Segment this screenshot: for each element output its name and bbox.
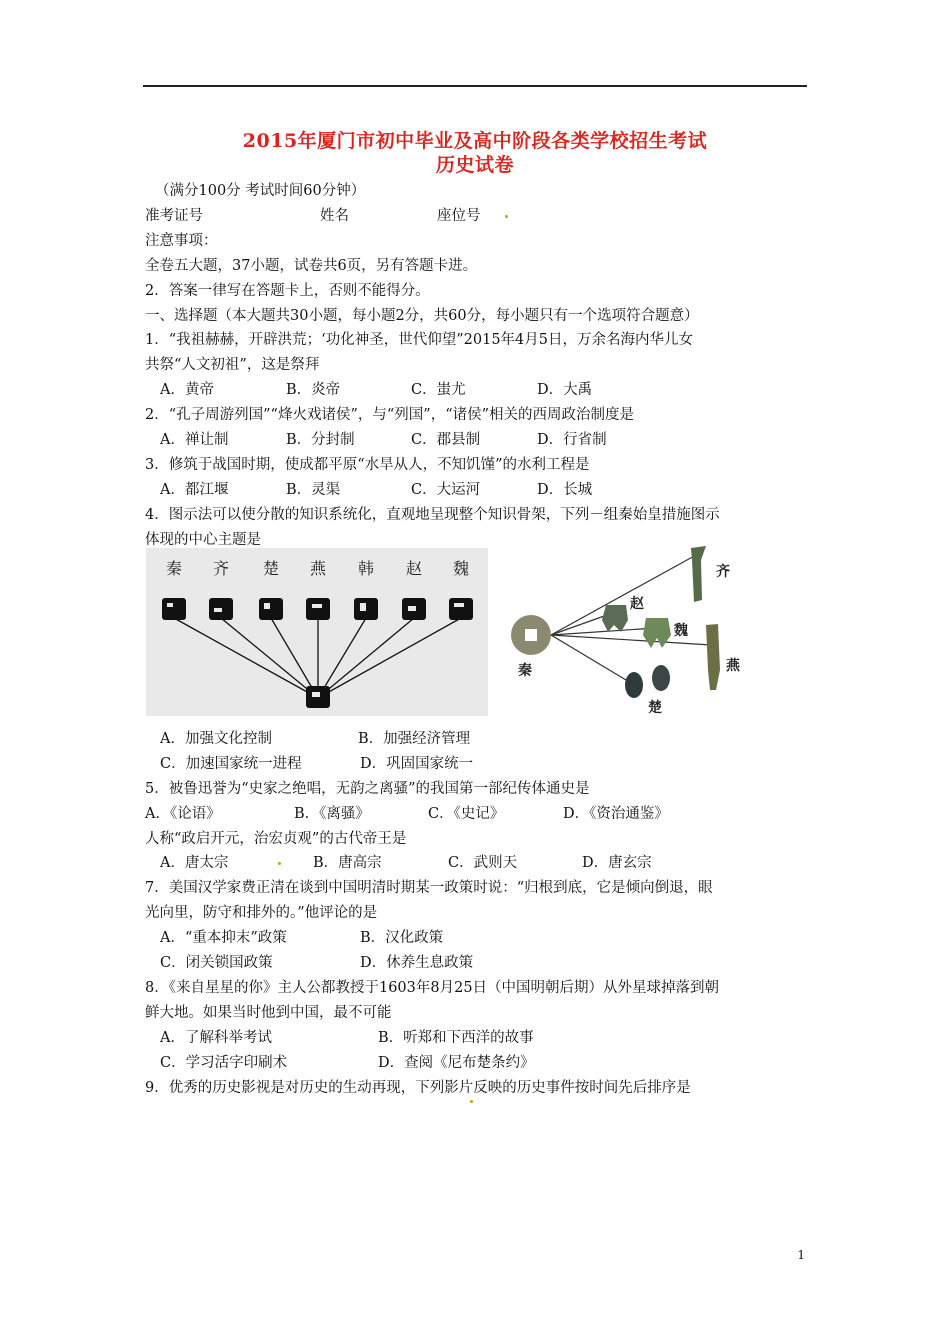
q2-option-b: B．分封制 (286, 432, 355, 448)
state-label-han: 韩 (358, 559, 375, 578)
question-1-stem: 1．“我祖赫赫，开辟洪荒；‘功化神圣，世代仰望”2015年4月5日，万余名海内华儿女 (145, 332, 694, 348)
q8-option-d: D．查阅《尼布楚条约》 (378, 1055, 535, 1071)
coin-diagram (496, 540, 796, 720)
coin-label-qin: 秦 (518, 663, 532, 679)
q1-option-c: C．蚩尤 (411, 382, 466, 398)
q8-option-c: C．学习活字印刷术 (160, 1055, 288, 1071)
q1-option-b: B．炎帝 (286, 382, 341, 398)
question-2-stem: 2．“孔子周游列国”“烽火戏诸侯”，与“列国”，“诸侯”相关的西周政治制度是 (145, 407, 635, 423)
speck (505, 215, 508, 218)
question-8-stem-2: 鲜大地。如果当时他到中国，最不可能 (145, 1005, 392, 1021)
notes-item-1: 全卷五大题，37小题，试卷共6页，另有答题卡进。 (145, 258, 478, 274)
ant-nose-coin-chu-1 (625, 672, 643, 698)
q5-option-d: D．《资治通鉴》 (563, 806, 669, 822)
q7-option-d: D．休养生息政策 (360, 955, 474, 971)
coin-qin (511, 615, 551, 655)
q7-option-b: B．汉化政策 (360, 930, 444, 946)
glyph-chu (259, 598, 283, 620)
q4-option-a: A．加强文化控制 (160, 731, 272, 747)
q5-option-c: C．《史记》 (428, 806, 505, 822)
glyph-qin (162, 598, 186, 620)
page-number: 1 (797, 1248, 805, 1262)
top-rule (143, 85, 807, 87)
q5-option-b: B．《离骚》 (294, 806, 370, 822)
state-label-qin: 秦 (166, 559, 183, 578)
question-9-stem: 9．优秀的历史影视是对历史的生动再现，下列影片反映的历史事件按时间先后排序是 (145, 1080, 691, 1096)
exam-info: （满分100分 考试时间60分钟） (155, 183, 366, 199)
speck (278, 862, 281, 865)
seat-label: 座位号 (437, 208, 481, 224)
coin-label-yan: 燕 (726, 658, 740, 674)
candidate-id-label: 准考证号 (145, 208, 203, 224)
exam-subtitle: 历史试卷 (435, 154, 514, 176)
section-1-heading: 一、选择题（本大题共30小题，每小题2分，共60分，每小题只有一个选项符合题意） (145, 308, 699, 324)
q4-option-c: C．加速国家统一进程 (160, 756, 302, 772)
question-5-stem: 5．被鲁迅誉为“史家之绝唱，无韵之离骚”的我国第一部纪传体通史是 (145, 781, 590, 797)
q2-option-c: C．郡县制 (411, 432, 481, 448)
name-label: 姓名 (320, 208, 349, 224)
q1-option-d: D．大禹 (537, 382, 593, 398)
q7-option-c: C．闭关锁国政策 (160, 955, 273, 971)
q8-option-b: B．听郑和下西洋的故事 (378, 1030, 534, 1046)
question-7-stem-2: 光向里，防守和排外的。”他评论的是 (145, 905, 378, 921)
question-1-stem-2: 共祭“人文初祖”，这是祭拜 (145, 357, 320, 373)
q7-option-a: A．“重本抑末”政策 (160, 930, 287, 946)
glyph-yan (306, 598, 330, 620)
state-label-chu: 楚 (263, 559, 280, 578)
question-6-stem: 人称“政启开元，治宏贞观”的古代帝王是 (145, 831, 407, 847)
q6-option-d: D．唐玄宗 (582, 855, 652, 871)
q3-option-d: D．长城 (537, 482, 593, 498)
speck (470, 1100, 473, 1103)
q6-option-b: B．唐高宗 (313, 855, 382, 871)
coin-label-wei: 魏 (674, 623, 688, 639)
spade-coin-zhao (602, 605, 628, 632)
currency-unification-figure (496, 540, 796, 720)
coin-label-qi: 齐 (716, 564, 730, 580)
q8-option-a: A．了解科举考试 (160, 1030, 272, 1046)
state-label-yan: 燕 (310, 559, 327, 578)
notes-item-2: 2．答案一律写在答题卡上，否则不能得分。 (145, 283, 430, 299)
spade-coin-wei (643, 618, 671, 648)
q6-option-a: A．唐太宗 (160, 855, 229, 871)
ant-nose-coin-chu-2 (652, 665, 670, 691)
question-3-stem: 3．修筑于战国时期，使成都平原“水旱从人，不知饥馑”的水利工程是 (145, 457, 590, 473)
question-4-stem-2: 体现的中心主题是 (145, 532, 261, 548)
script-diagram (146, 548, 488, 716)
question-4-stem: 4．图示法可以使分散的知识系统化，直观地呈现整个知识骨架，下列－组秦始皇措施图示 (145, 507, 720, 523)
q3-option-c: C．大运河 (411, 482, 481, 498)
glyph-wei (449, 598, 473, 620)
q6-option-c: C．武则天 (448, 855, 518, 871)
script-unification-figure (146, 548, 488, 716)
q2-option-a: A．禅让制 (160, 432, 229, 448)
state-label-qi: 齐 (213, 559, 230, 578)
notes-heading: 注意事项： (145, 233, 218, 249)
q4-option-b: B．加强经济管理 (358, 731, 471, 747)
exam-title: 2015年厦门市初中毕业及高中阶段各类学校招生考试 (242, 130, 708, 152)
q4-option-d: D．巩固国家统一 (360, 756, 474, 772)
q5-option-a: A．《论语》 (145, 806, 221, 822)
state-label-wei: 魏 (453, 559, 470, 578)
question-7-stem: 7．美国汉学家费正清在谈到中国明清时期某一政策时说：“归根到底，它是倾向倒退，眼 (145, 880, 713, 896)
knife-coin-qi (691, 546, 706, 602)
q2-option-d: D．行省制 (537, 432, 607, 448)
question-8-stem: 8．《来自星星的你》主人公都教授于1603年8月25日（中国明朝后期）从外星球掉落到朝 (145, 980, 720, 996)
coin-label-zhao: 赵 (630, 596, 644, 612)
coin-label-chu: 楚 (648, 700, 662, 716)
q1-option-a: A．黄帝 (160, 382, 214, 398)
state-label-zhao: 赵 (406, 559, 423, 578)
knife-coin-yan (706, 624, 720, 690)
q3-option-b: B．灵渠 (286, 482, 341, 498)
q3-option-a: A．都江堰 (160, 482, 229, 498)
